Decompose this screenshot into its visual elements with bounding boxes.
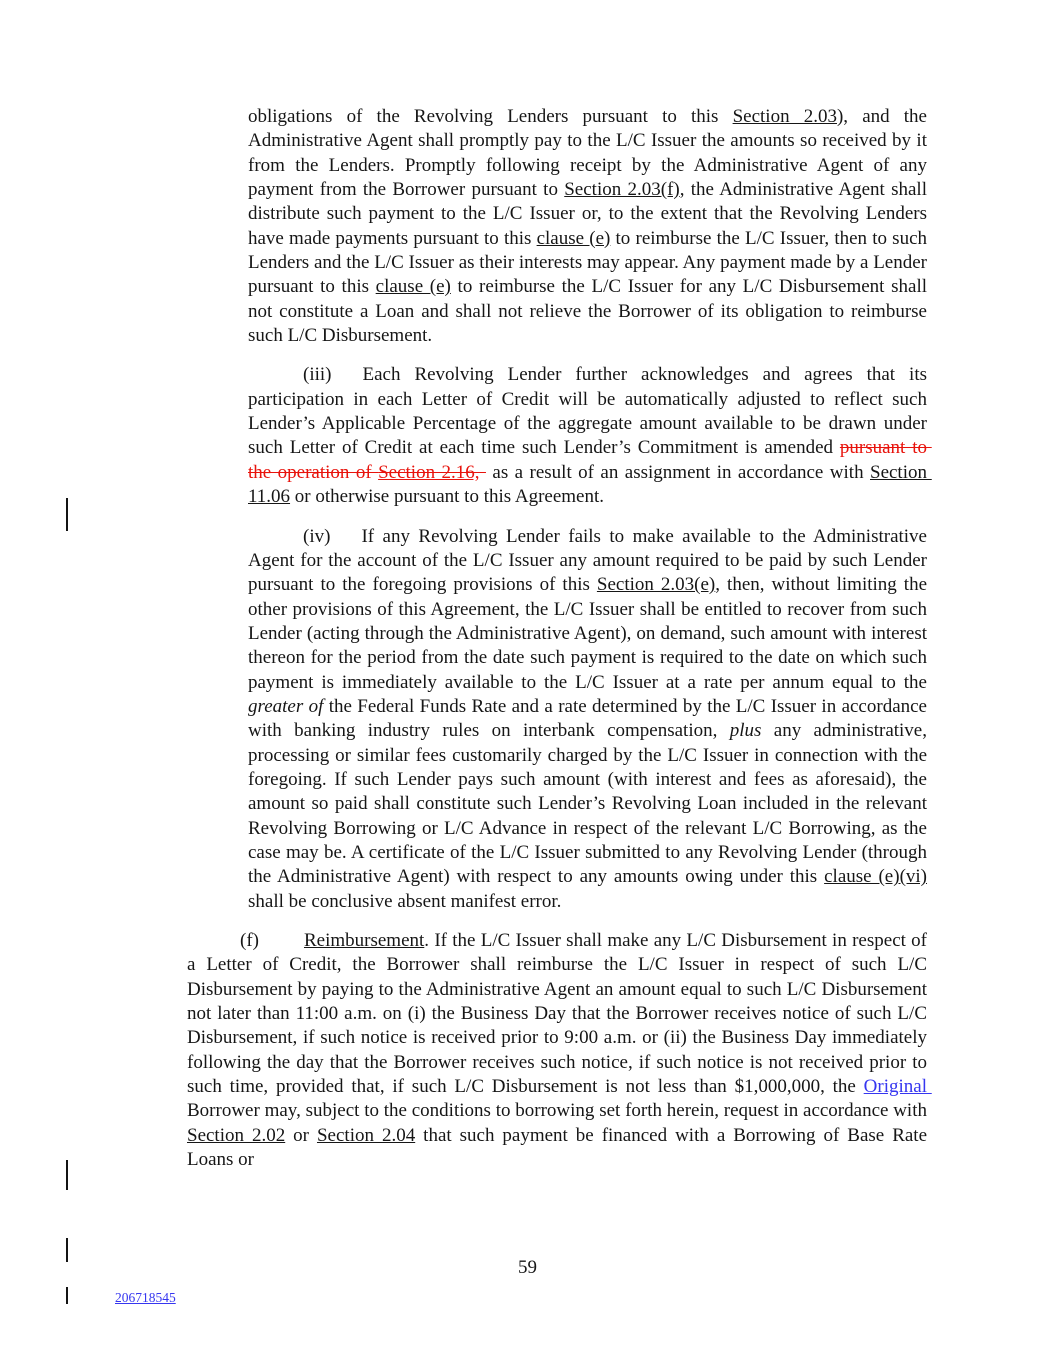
paragraph-clause-e-iv <box>248 525 932 915</box>
text-segment-u: Section 11.06 <box>248 461 932 508</box>
text-segment-u: clause (e) <box>375 276 451 298</box>
change-bar <box>66 1287 68 1304</box>
text-segment: obligations of the Revolving Lenders pursuant to this <box>248 106 733 127</box>
text-segment: (iv) <box>303 525 331 547</box>
page-number: 59 <box>518 1257 537 1278</box>
text-segment: , then, without limiting the other provisions of this Agreement, the L/C Issuer shall be entitled to recover from such Lender (acting through the Administrative Agent), on demand, such amount with interest thereon for the period from the date such payment is required to the date on which such payment is immediately available to the L/C Issuer at a rate per annum equal to the <box>248 574 932 693</box>
paragraph-clause-f-reimbursement <box>187 929 932 1172</box>
text-segment-del: pursuant to the operation of <box>248 437 932 483</box>
page-body <box>187 105 932 1187</box>
text-segment: the Federal Funds Rate and a rate determined by the L/C Issuer in accordance with banking industry rules on interbank compensation, <box>248 695 932 742</box>
text-segment-u: Section 2.03(f) <box>564 179 680 201</box>
text-segment: . If the L/C Issuer shall make any L/C Disbursement in respect of a Letter of Credit, the Borrower shall reimburse the L/C Issuer in respect of such L/C Disbursement by paying to the Administrative Agent an amount equal to such L/C Disbursement not later than 11:00 a.m. on (i) the Business Day that the Borrower receives notice of such L/C Disbursement, if such notice is received prior to 9:00 a.m. or (ii) the Business Day immediately following the day that the Borrower receives such notice, if such notice is not received prior to such time, provided that, if such L/C Disbursement is not less than $1,000,000, the <box>187 930 932 1098</box>
text-segment-u: Section 2.02 <box>187 1124 286 1146</box>
document-id-stamp: 206718545 <box>115 1290 176 1305</box>
paragraph-clause-e-iii <box>248 363 932 509</box>
change-bar <box>66 498 68 531</box>
text-segment-u: Section 2.03 <box>732 106 837 127</box>
text-segment: or otherwise pursuant to this Agreement. <box>290 486 605 508</box>
text-segment: to reimburse the L/C Issuer, then to such Lenders and the L/C Issuer as their interests may appear. Any payment made by a Lender pursuant to this <box>248 227 932 298</box>
text-segment: (iii) <box>303 364 332 386</box>
paragraph-clause-e-ii-continuation <box>248 105 932 348</box>
text-segment-u: Section 2.04 <box>316 1124 416 1146</box>
text-segment-u: clause (e) <box>536 227 611 249</box>
text-segment: Borrower may, subject to the conditions to borrowing set forth herein, request in accordance with <box>187 1100 932 1122</box>
text-segment: to reimburse the L/C Issuer for any L/C Disbursement shall not constitute a Loan and shall not relieve the Borrower of its obligation to reimburse such L/C Disbursement. <box>248 276 932 347</box>
text-segment: If any Revolving Lender fails to make available to the Administrative Agent for the account of the L/C Issuer any amount required to be paid by such Lender pursuant to the foregoing provisions of this <box>248 525 932 596</box>
text-segment-u: Section 2.03(e) <box>596 574 716 596</box>
text-segment: shall be conclusive absent manifest error. <box>248 866 932 912</box>
text-segment: (f) <box>240 930 259 951</box>
text-segment-i: plus <box>729 720 762 742</box>
text-segment: , the Administrative Agent shall distribute such payment to the L/C Issuer or, to the extent that the Revolving Lenders have made payments pursuant to this <box>248 179 932 249</box>
text-segment-u: clause (e)(vi) <box>824 866 927 888</box>
text-segment: or <box>285 1124 317 1146</box>
text-segment: as a result of an assignment in accordance with <box>485 461 870 483</box>
text-segment: Each Revolving Lender further acknowledges and agrees that its participation in each Letter of Credit will be automatically adjusted to reflect such Lender’s Applicable Percentage of the aggregate amount available to be drawn under such Letter of Credit at each time such Lender’s Commitment is amended <box>248 364 932 459</box>
text-segment-u: Reimbursement <box>303 930 425 951</box>
text-segment: that such payment be financed with a Borrowing of Base Rate Loans or <box>187 1124 932 1171</box>
text-segment-i: greater of <box>248 695 324 717</box>
text-segment: ), and the Administrative Agent shall promptly pay to the L/C Issuer the amounts so received by it from the Lenders. Promptly following receipt by the Administrative Agent of any payment from the Borrower pursuant to <box>248 106 932 201</box>
text-segment-delu: Section 2.16, <box>378 461 480 483</box>
text-segment-ins: Original <box>863 1076 932 1098</box>
text-segment: any administrative, processing or similar fees customarily charged by the L/C Issuer in connection with the foregoing. If such Lender pays such amount (with interest and fees as aforesaid), the amount so paid shall constitute such Lender’s Revolving Loan included in the relevant Revolving Borrowing or L/C Advance in respect of the relevant L/C Borrowing, as the case may be. A certificate of the L/C Issuer submitted to any Revolving Lender (through the Administrative Agent) with respect to any amounts owing under this <box>248 720 932 888</box>
change-bar <box>66 1160 68 1190</box>
